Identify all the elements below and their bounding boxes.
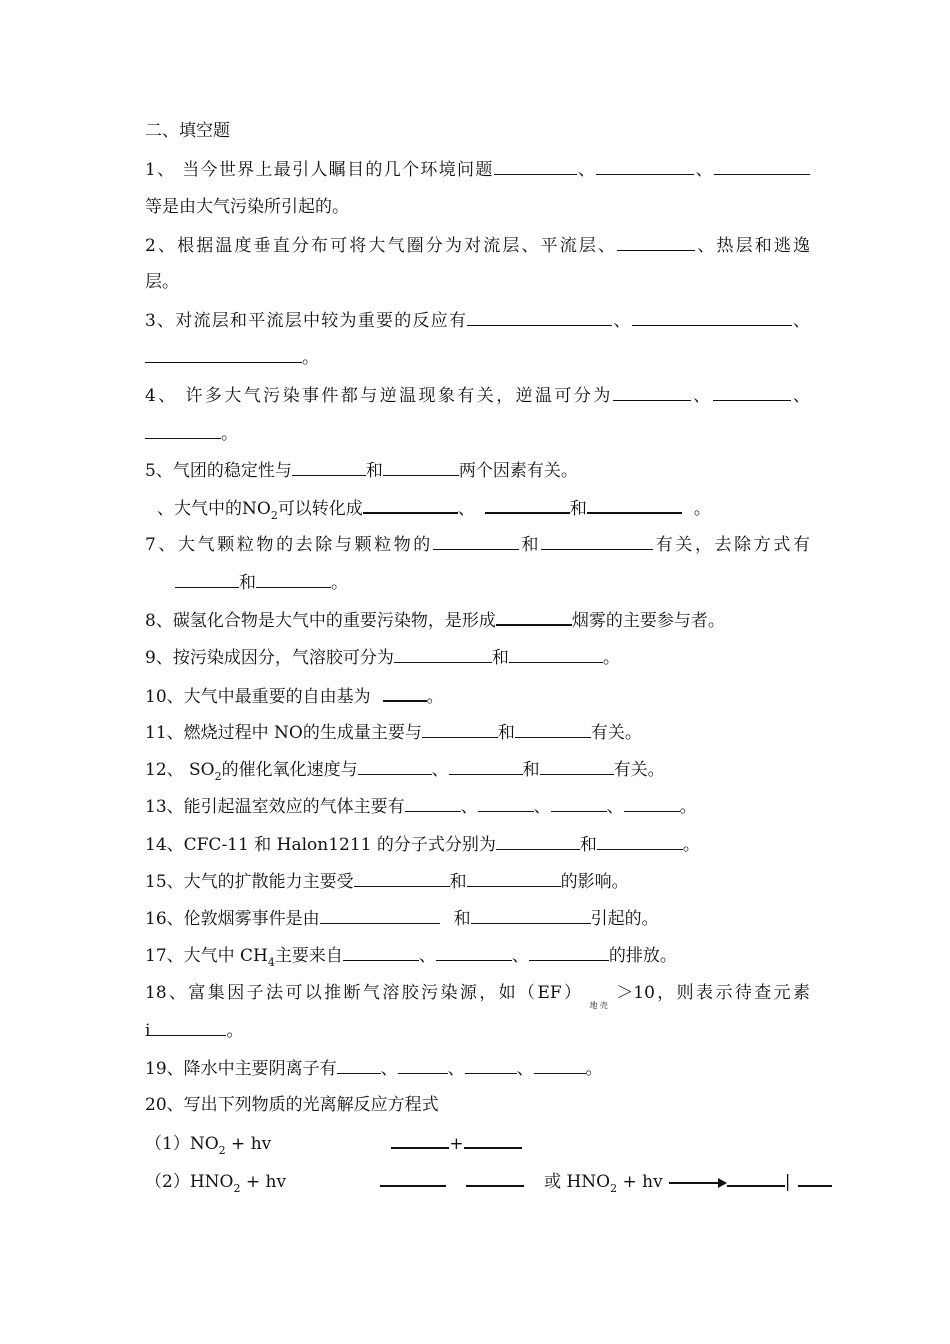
answer-blank[interactable] <box>798 1169 832 1187</box>
answer-blank[interactable] <box>471 907 591 924</box>
answer-blank[interactable] <box>292 459 366 476</box>
answer-blank[interactable] <box>337 1057 381 1074</box>
question-6: 、大气中的$NO_2$可以转化成 、 和 。 <box>157 496 810 518</box>
question-8: 8、碳氢化合物是大气中的重要污染物，是形成 烟雾的主要参与者。 <box>145 608 810 630</box>
answer-blank[interactable] <box>394 646 492 663</box>
question-2-line-2: 层。 <box>145 272 179 292</box>
answer-blank[interactable] <box>624 795 680 812</box>
answer-blank[interactable] <box>354 870 450 887</box>
answer-blank[interactable] <box>485 496 570 514</box>
answer-blank[interactable] <box>363 496 458 514</box>
answer-blank[interactable] <box>613 384 691 401</box>
answer-blank[interactable] <box>175 571 239 588</box>
question-20: 20、写出下列物质的光离解反应方程式 <box>145 1095 439 1115</box>
question-18-line-2: i 。 <box>145 1021 244 1041</box>
answer-blank[interactable] <box>466 1169 524 1187</box>
answer-blank[interactable] <box>534 1057 586 1074</box>
answer-blank[interactable] <box>358 758 432 775</box>
question-9: 9、按污染成因分，气溶胶可分为 和 。 <box>145 648 620 668</box>
question-14: 14、CFC-11 和 Halon1211 的分子式分别为 和 。 <box>145 835 700 855</box>
answer-blank[interactable] <box>405 795 461 812</box>
answer-blank[interactable] <box>597 833 683 850</box>
answer-blank[interactable] <box>496 833 580 850</box>
question-11: 11、燃烧过程中 NO的生成量主要与 和 有关。 <box>145 723 642 743</box>
answer-blank[interactable] <box>256 571 331 588</box>
equation-2: $(2)HNO_2$ + hv 或 $HNO_2$ + hv | <box>145 1169 810 1191</box>
question-4-line-2: 。 <box>145 422 810 444</box>
answer-blank[interactable] <box>422 721 498 738</box>
answer-blank[interactable] <box>617 234 695 251</box>
answer-blank[interactable] <box>509 646 603 663</box>
answer-blank[interactable] <box>343 944 419 961</box>
question-13: 13、能引起温室效应的气体主要有 、 、 、 。 <box>145 797 697 817</box>
answer-blank[interactable] <box>398 1057 448 1074</box>
answer-blank[interactable] <box>467 309 612 326</box>
question-18-line-1: 18、富集因子法可以推断气溶胶污染源，如$(EF)_{地壳}>10$，则表示待查元素 <box>145 983 811 1010</box>
question-17: 17、大气中 $CH_4$主要来自 、 、 的排放。 <box>145 946 677 969</box>
answer-blank[interactable] <box>541 533 653 550</box>
answer-blank[interactable] <box>465 1057 517 1074</box>
answer-blank[interactable] <box>464 1131 522 1149</box>
answer-blank[interactable] <box>145 346 302 363</box>
answer-blank[interactable] <box>714 158 810 175</box>
answer-blank[interactable] <box>515 721 591 738</box>
answer-blank[interactable] <box>383 459 459 476</box>
answer-blank[interactable] <box>596 158 694 175</box>
answer-blank[interactable] <box>383 684 427 702</box>
answer-blank[interactable] <box>727 1169 785 1187</box>
answer-blank[interactable] <box>145 422 221 439</box>
answer-blank[interactable] <box>436 944 512 961</box>
answer-blank[interactable] <box>496 608 572 626</box>
question-3-line-1: 3、对流层和平流层中较为重要的反应有 、 、 <box>145 311 810 331</box>
question-4-line-1: 4、 许多大气污染事件都与逆温现象有关，逆温可分为 、 、 <box>145 386 811 406</box>
answer-blank[interactable] <box>529 944 609 961</box>
question-12: 12、 $SO_2$的催化氧化速度与 、 和 有关。 <box>145 760 665 783</box>
answer-blank[interactable] <box>713 384 791 401</box>
question-10: 10、大气中最重要的自由基为 。 <box>145 684 810 706</box>
answer-blank[interactable] <box>449 758 523 775</box>
question-2-line-1: 2、根据温度垂直分布可将大气圈分为对流层、平流层、 、热层和逃逸 <box>145 236 810 256</box>
answer-blank[interactable] <box>467 870 561 887</box>
question-3-line-2: 。 <box>145 346 810 368</box>
question-15: 15、大气的扩散能力主要受 和 的影响。 <box>145 872 629 892</box>
equation-1: $(1)NO_2$ + hv + <box>145 1131 810 1153</box>
answer-blank[interactable] <box>478 795 534 812</box>
question-7-line-1: 7、大气颗粒物的去除与颗粒物的 和 有关，去除方式有 <box>145 535 810 555</box>
question-1-line-2: 等是由大气污染所引起的。 <box>145 197 349 217</box>
section-title: 二、填空题 <box>145 121 230 141</box>
answer-blank[interactable] <box>494 158 577 175</box>
question-7-line-2: 和 。 <box>175 571 810 593</box>
question-19: 19、降水中主要阴离子有 、 、 、 。 <box>145 1059 603 1079</box>
answer-blank[interactable] <box>632 309 792 326</box>
answer-blank[interactable] <box>320 907 440 924</box>
answer-blank[interactable] <box>551 795 607 812</box>
question-1-line-1: 1、 当今世界上最引人瞩目的几个环境问题 、 、 <box>145 158 810 180</box>
reaction-arrow-icon <box>669 1178 727 1188</box>
answer-blank[interactable] <box>391 1131 449 1149</box>
answer-blank[interactable] <box>433 533 519 550</box>
answer-blank[interactable] <box>380 1169 446 1187</box>
answer-blank[interactable] <box>540 758 614 775</box>
answer-blank[interactable] <box>150 1019 226 1036</box>
answer-blank[interactable] <box>587 496 682 514</box>
question-5: 5、气团的稳定性与 和 两个因素有关。 <box>145 461 578 481</box>
question-16: 16、伦敦烟雾事件是由 和 引起的。 <box>145 909 659 929</box>
